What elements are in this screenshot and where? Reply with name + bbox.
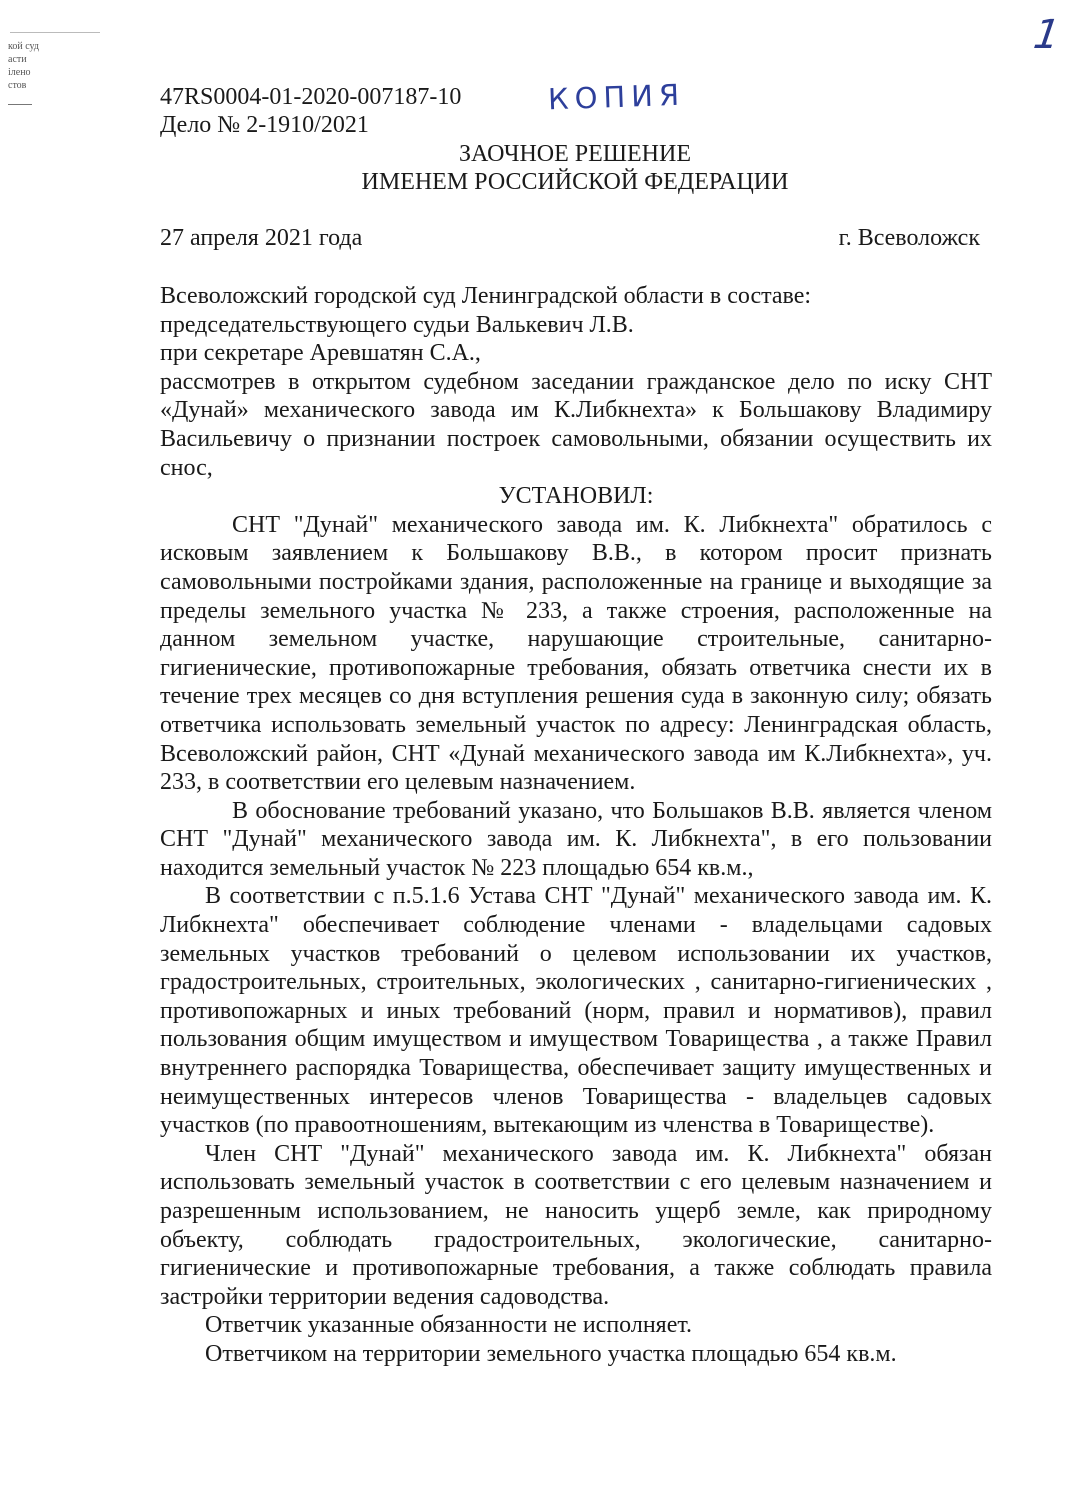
court-line: председательствующего судьи Валькевич Л.В. (160, 311, 634, 338)
decision-city: г. Всеволожск (838, 225, 980, 251)
margin-text-line: кой суд (8, 41, 39, 52)
section-heading: УСТАНОВИЛ: (498, 483, 654, 510)
body-paragraph: Ответчик указанные обязанности не исполняет. (205, 1312, 693, 1339)
body-paragraph: Член СНТ "Дунай" механического завода им. К. Либкнехта" обязан использовать земельный участок в соответствии с его целевым назначением и разрешенным использованием, не наносить ущерб земле, как природному объекту, соблюдать градостроительных, экологические, санитарно-гигиенические и противопожарные требования, а также соблюдать правила застройки территории ведения садоводства. (160, 1140, 992, 1310)
decision-date: 27 апреля 2021 года (160, 225, 363, 251)
body-paragraph: В соответствии с п.5.1.6 Устава СНТ "Дунай" механического завода им. К. Либкнехта" обеспечивает соблюдение членами - владельцами садовых земельных участков требований о целевом использовании их участков, градостроительных, строительных, экологических , санитарно-гигиенических , противопожарных и иных требований (норм, правил и нормативов), правил пользования общим имуществом и имуществом Товарищества , а также Правил внутреннего распорядка Товарищества, обеспечивает защиту имущественных и неимущественных интересов членов Товарищества - владельцев садовых участков (по правоотношениям, вытекающим из членства в Товариществе). (160, 883, 992, 1139)
case-id: 47RS0004-01-2020-007187-10 (160, 84, 462, 110)
court-line: при секретаре Аревшатян С.А., (160, 340, 481, 367)
margin-text-line: стов (8, 80, 27, 91)
court-line: Всеволожский городской суд Ленинградской области в составе: (160, 283, 812, 309)
document-body (160, 282, 992, 1369)
date-place-row (160, 225, 980, 252)
document-title: ЗАОЧНОЕ РЕШЕНИЕ (458, 141, 692, 167)
handwritten-page-number: 1 (1030, 12, 1063, 58)
margin-text-line: асти (8, 54, 27, 65)
margin-text-line: ілено (8, 67, 31, 78)
case-number: Дело № 2-1910/2021 (160, 112, 369, 138)
consideration-paragraph: рассмотрев в открытом судебном заседании гражданское дело по иску СНТ «Дунай» механического завода им К.Либкнехта» к Большакову Владимиру Васильевичу о признании построек самовольными, обязании осуществить их снос, (160, 368, 992, 481)
margin-dash (8, 104, 32, 105)
body-paragraph: В обоснование требований указано, что Большаков В.В. является членом СНТ "Дунай" механического завода им. К. Либкнехта", в его пользовании находится земельный участок № 223 площадью 654 кв.м., (160, 797, 992, 881)
document-subtitle: ИМЕНЕМ РОССИЙСКОЙ ФЕДЕРАЦИИ (361, 169, 789, 195)
body-paragraph: Ответчиком на территории земельного участка площадью 654 кв.м. (205, 1340, 897, 1367)
body-paragraph: СНТ "Дунай" механического завода им. К. Либкнехта" обратилось с исковым заявлением к Большакову В.В., в котором просит признать самовольными постройками здания, расположенные на границе и выходящие за пределы земельного участка № 233, а также строения, расположенные на данном земельном участке, нарушающие строительные, санитарно-гигиенические, противопожарные требования, обязать ответчика снести их в течение трех месяцев со дня вступления решения суда в законную силу; обязать ответчика использовать земельный участок по адресу: Ленинградская область, Всеволожский район, СНТ «Дунай механического завода им К.Либкнехта», уч. 233, в соответствии его целевым назначением. (160, 511, 992, 796)
margin-stamp-fragment (8, 40, 39, 105)
copy-stamp: КОПИЯ (547, 77, 686, 117)
margin-rule (10, 32, 100, 33)
